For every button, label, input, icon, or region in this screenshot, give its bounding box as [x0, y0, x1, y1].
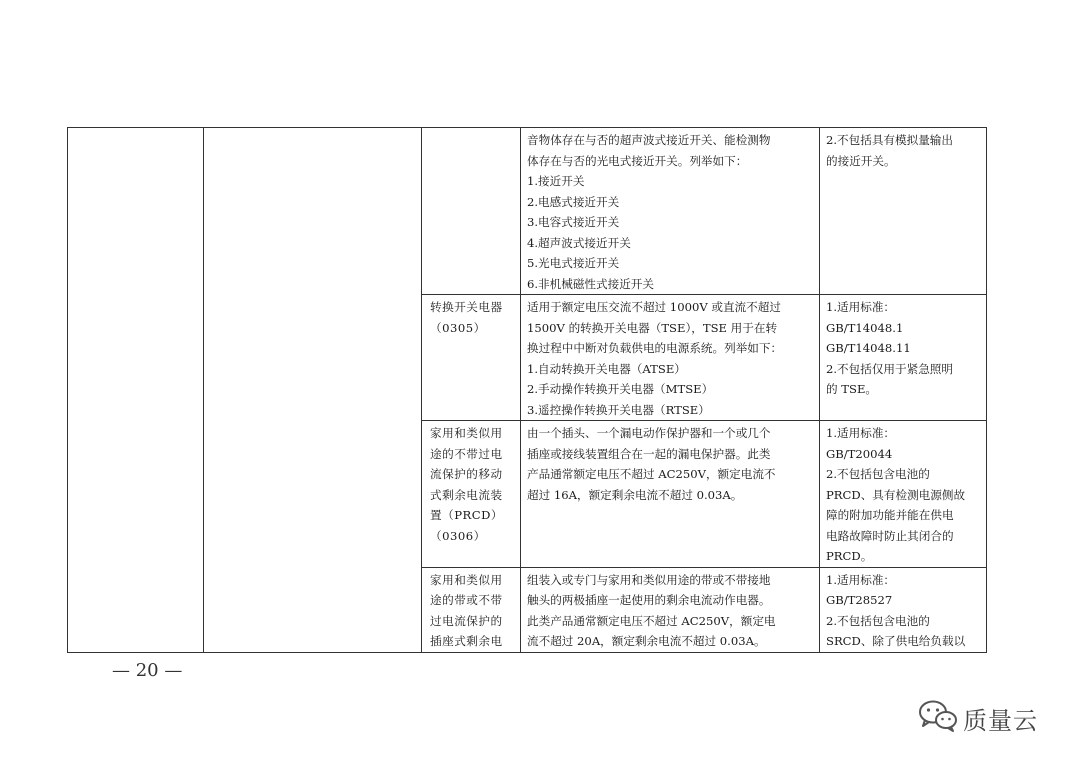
- scope-line: 1500V 的转换开关电器（TSE），TSE 用于在转: [527, 320, 778, 335]
- scope-line: 5.光电式接近开关: [527, 256, 620, 270]
- scope-line: 6.非机械磁性式接近开关: [527, 276, 654, 291]
- scope-line: 3.遥控操作转换开关电器（RTSE）: [527, 402, 710, 417]
- scope-line: 2.电感式接近开关: [527, 194, 620, 209]
- scope-cell: [521, 128, 820, 295]
- scope-cell: [521, 295, 820, 421]
- notes-line: GB/T14048.1: [826, 320, 904, 335]
- notes-line: 障的附加功能并能在供电: [826, 508, 954, 522]
- scope-line: 3.电容式接近开关: [527, 215, 620, 229]
- notes-cell: [820, 128, 987, 295]
- product-name-cell: [422, 567, 521, 652]
- notes-line: GB/T14048.11: [826, 341, 911, 355]
- name-line: （0306）: [430, 528, 486, 543]
- scope-line: 适用于额定电压交流不超过 1000V 或直流不超过: [527, 300, 781, 314]
- scope-cell: [521, 567, 820, 652]
- table-row: [68, 128, 987, 295]
- product-name-cell: [422, 295, 521, 421]
- product-name-cell: [422, 421, 521, 568]
- notes-line: 1.适用标准：: [826, 572, 896, 587]
- name-line: （0305）: [430, 320, 486, 335]
- scope-line: 由一个插头、一个漏电动作保护器和一个或几个: [527, 426, 771, 440]
- notes-line: SRCD、除了供电给负载以: [826, 634, 966, 648]
- name-line: 家用和类似用: [430, 426, 503, 440]
- notes-line: 2.不包括包含电池的: [826, 467, 930, 481]
- notes-line: 2.不包括具有模拟量输出: [826, 133, 953, 147]
- scope-line: 触头的两极插座一起使用的剩余电流动作电器。: [527, 593, 771, 607]
- name-line: 家用和类似用: [430, 572, 503, 587]
- name-line: 转换开关电器: [430, 300, 503, 314]
- notes-line: GB/T20044: [826, 446, 893, 461]
- name-line: 途的带或不带: [430, 593, 503, 607]
- page-number: — 20 —: [112, 660, 183, 681]
- name-line: 式剩余电流装: [430, 487, 503, 502]
- scope-line: 插座或接线装置组合在一起的漏电保护器。此类: [527, 446, 771, 461]
- notes-line: 的 TSE。: [826, 382, 878, 396]
- scope-line: 超过 16A，额定剩余电流不超过 0.03A。: [527, 487, 743, 502]
- notes-line: GB/T28527: [826, 593, 893, 607]
- name-line: 插座式剩余电: [430, 634, 503, 648]
- scope-cell: [521, 421, 820, 568]
- notes-line: 1.适用标准：: [826, 300, 896, 314]
- notes-cell: [820, 295, 987, 421]
- scope-line: 1.自动转换开关电器（ATSE）: [527, 361, 686, 376]
- notes-line: 2.不包括仅用于紧急照明: [826, 361, 953, 376]
- scope-line: 音物体存在与否的超声波式接近开关、能检测物: [527, 133, 771, 147]
- product-name-cell: [422, 128, 521, 295]
- notes-line: 2.不包括包含电池的: [826, 613, 930, 628]
- notes-cell: [820, 421, 987, 568]
- scope-line: 产品通常额定电压不超过 AC250V，额定电流不: [527, 467, 776, 481]
- subcategory-cell: [204, 128, 422, 653]
- notes-line: 1.适用标准：: [826, 426, 896, 440]
- category-cell: [68, 128, 204, 653]
- name-line: 途的不带过电: [430, 446, 503, 461]
- scope-line: 换过程中中断对负载供电的电源系统。列举如下：: [527, 341, 783, 355]
- scope-line: 此类产品通常额定电压不超过 AC250V，额定电: [527, 613, 776, 628]
- scope-line: 流不超过 20A，额定剩余电流不超过 0.03A。: [527, 634, 766, 648]
- scope-line: 1.接近开关: [527, 174, 585, 188]
- notes-cell: [820, 567, 987, 652]
- notes-line: PRCD、具有检测电源侧故: [826, 487, 966, 502]
- scope-line: 2.手动操作转换开关电器（MTSE）: [527, 382, 714, 396]
- wechat-icon: [917, 698, 959, 738]
- scope-line: 组装入或专门与家用和类似用途的带或不带接地: [527, 572, 771, 587]
- name-line: 流保护的移动: [430, 467, 503, 481]
- watermark: [917, 698, 1038, 738]
- document-table: [67, 127, 987, 653]
- notes-line: PRCD。: [826, 549, 873, 563]
- notes-line: 的接近开关。: [826, 153, 896, 168]
- notes-line: 电路故障时防止其闭合的: [826, 528, 954, 543]
- scope-line: 4.超声波式接近开关: [527, 235, 631, 250]
- name-line: 过电流保护的: [430, 613, 503, 628]
- watermark-text: 质量云: [963, 706, 1038, 735]
- name-line: 置（PRCD）: [430, 508, 503, 522]
- scope-line: 体存在与否的光电式接近开关。列举如下：: [527, 153, 748, 168]
